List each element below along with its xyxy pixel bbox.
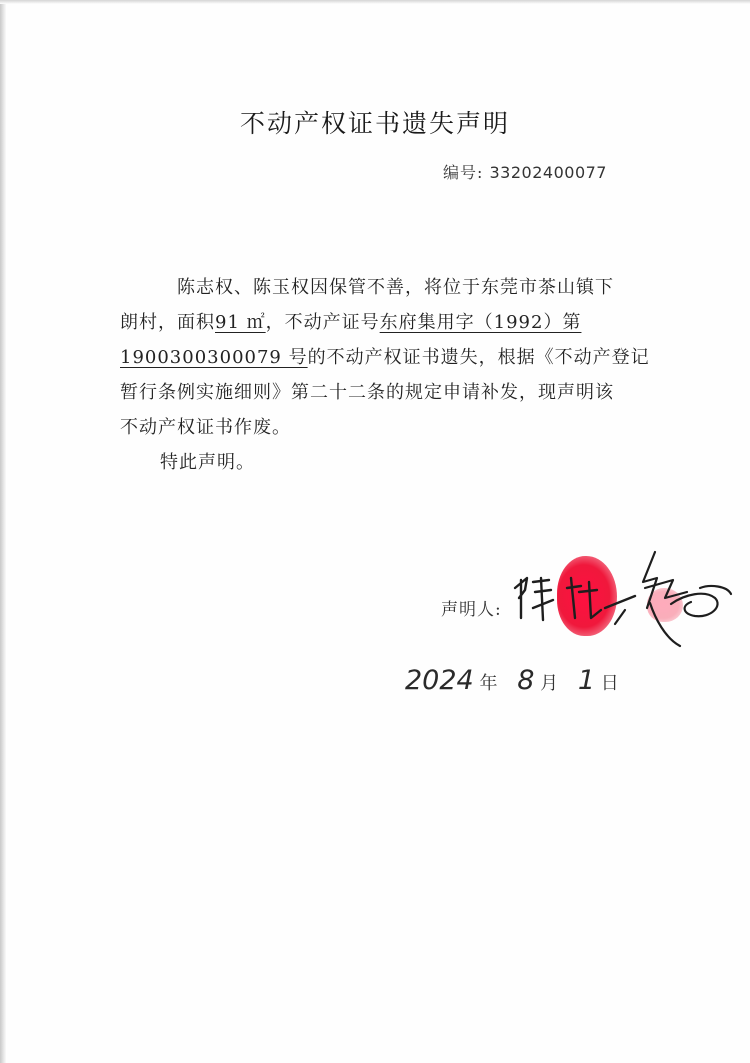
declarant-label: 声明人:	[441, 600, 502, 620]
date-month: 8	[517, 665, 535, 696]
handwritten-signature	[505, 548, 740, 653]
date-line	[405, 665, 619, 707]
paragraph-line-3	[120, 340, 660, 375]
paragraph-line-4: 暂行条例实施细则》第二十二条的规定申请补发，现声明该	[120, 382, 614, 403]
closing-statement: 特此声明。	[160, 452, 255, 473]
day-unit: 日	[600, 673, 619, 694]
document-number	[443, 160, 607, 183]
certificate-prefix: 东府集用字（1992）第	[379, 312, 582, 333]
date-year: 2024	[405, 665, 474, 696]
area-value: 91 ㎡	[215, 312, 266, 333]
number-value: 33202400077	[489, 163, 607, 182]
paragraph-line-2	[120, 305, 660, 340]
date-day: 1	[577, 665, 596, 696]
line2-middle: ，不动产证号	[265, 312, 380, 333]
paragraph-line-5: 不动产权证书作废。	[120, 417, 291, 438]
signature-area	[505, 548, 740, 653]
line3-rest: 的不动产权证书遗失，根据《不动产登记	[307, 347, 650, 368]
scan-shadow-top	[0, 0, 750, 4]
document-title: 不动产权证书遗失声明	[239, 109, 510, 138]
paragraph-line-1: 陈志权、陈玉权因保管不善，将位于东莞市茶山镇下	[177, 277, 614, 298]
scan-shadow-left	[0, 0, 6, 1063]
number-label: 编号:	[443, 163, 484, 182]
month-unit: 月	[540, 673, 559, 694]
line2-start: 朗村，面积	[120, 312, 215, 333]
declaration-body	[120, 270, 660, 480]
certificate-number: 1900300300079 号	[120, 347, 308, 368]
year-unit: 年	[479, 673, 498, 694]
